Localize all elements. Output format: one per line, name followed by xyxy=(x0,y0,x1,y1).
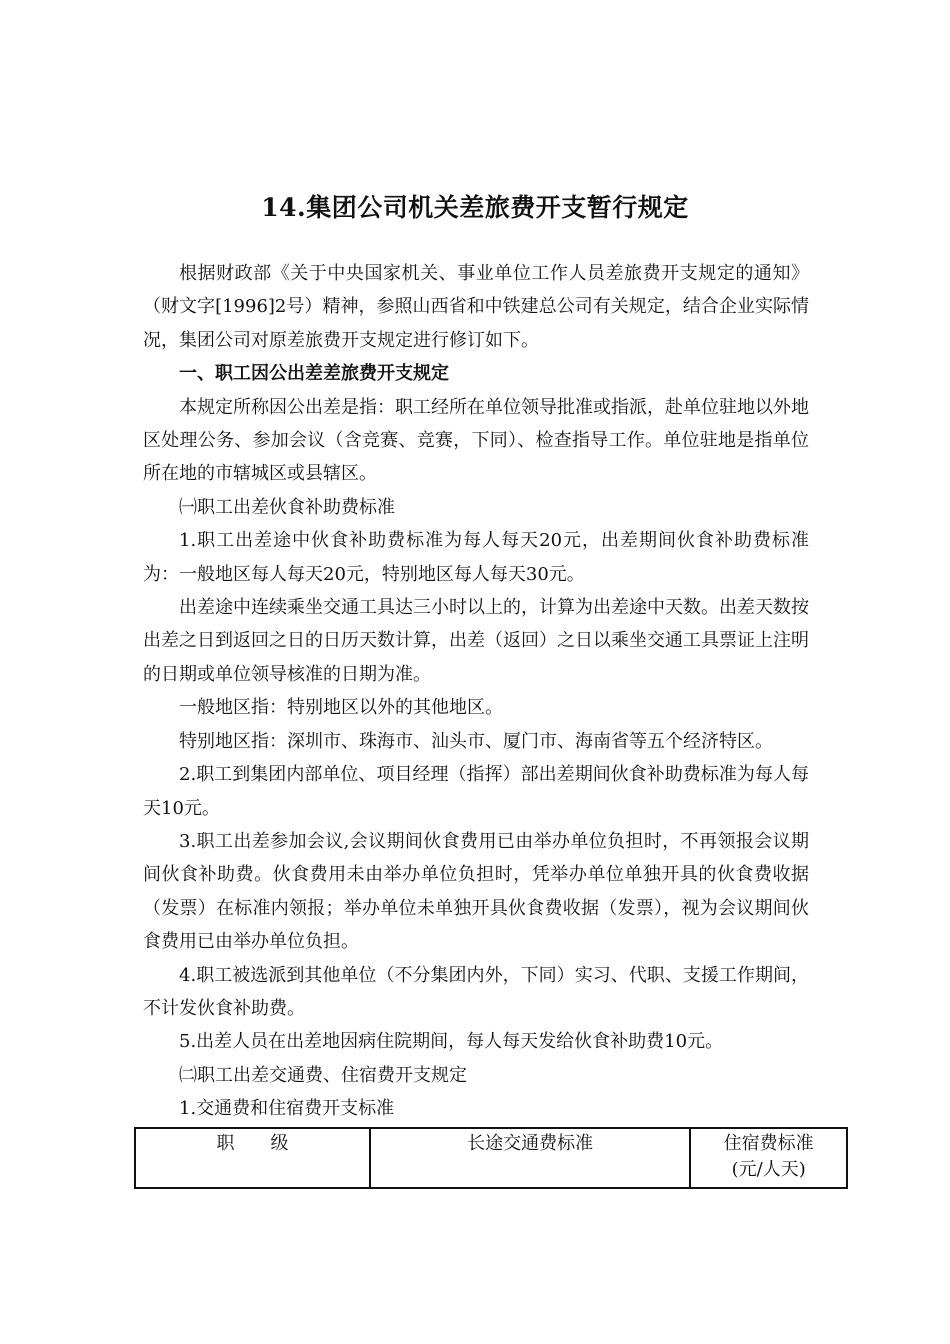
header-cell-transport: 长途交通费标准 xyxy=(370,1128,690,1188)
intro-paragraph: 根据财政部《关于中央国家机关、事业单位工作人员差旅费开支规定的通知》（财文字[1996]2号）精神，参照山西省和中铁建总公司有关规定，结合企业实际情况，集团公司对原差旅费开支规定进行修订如下。 xyxy=(143,263,809,351)
lodging-header-line2: (元/人天) xyxy=(731,1159,806,1180)
rule-paragraph: 5.出差人员在出差地因病住院期间，每人每天发给伙食补助费10元。 xyxy=(179,1031,724,1053)
rule-paragraph: 出差途中连续乘坐交通工具达三小时以上的，计算为出差途中天数。出差天数按出差之日到返回之日的日历天数计算，出差（返回）之日以乘坐交通工具票证上注明的日期或单位领导核准的日期为准。 xyxy=(143,597,809,685)
rule-paragraph: 4.职工被选派到其他单位（不分集团内外，下同）实习、代职、支援工作期间，不计发伙食补助费。 xyxy=(143,964,809,1019)
document-title: 14.集团公司机关差旅费开支暂行规定 xyxy=(261,193,689,222)
header-cell-rank: 职 级 xyxy=(135,1128,370,1188)
section-heading: 一、职工因公出差差旅费开支规定 xyxy=(179,363,449,385)
rule-paragraph: 2.职工到集团内部单位、项目经理（指挥）部出差期间伙食补助费标准为每人每天10元。 xyxy=(143,764,809,819)
rule-paragraph: 一般地区指：特别地区以外的其他地区。 xyxy=(179,697,503,719)
subsection-heading: ㈠职工出差伙食补助费标准 xyxy=(179,496,395,518)
header-cell-lodging xyxy=(690,1128,847,1188)
rule-paragraph: 1.职工出差途中伙食补助费标准为每人每天20元，出差期间伙食补助费标准为：一般地区每人每天20元，特别地区每人每天30元。 xyxy=(143,530,809,585)
definition-paragraph: 本规定所称因公出差是指：职工经所在单位领导批准或指派，赴单位驻地以外地区处理公务、参加会议（含竞赛、竞赛，下同）、检查指导工作。单位驻地是指单位所在地的市辖城区或县辖区。 xyxy=(143,396,809,485)
document-body xyxy=(143,257,809,1126)
table-header-row xyxy=(135,1128,847,1188)
rule-paragraph: 特别地区指：深圳市、珠海市、汕头市、厦门市、海南省等五个经济特区。 xyxy=(179,730,773,752)
lodging-header-line1: 住宿费标准 xyxy=(723,1133,814,1154)
rule-paragraph: 3.职工出差参加会议,会议期间伙食费用已由举办单位负担时，不再领报会议期间伙食补助费。伙食费用未由举办单位负担时，凭举办单位单独开具的伙食费收据（发票）在标准内领报；举办单位未单独开具伙食费收据（发票），视为会议期间伙食费用已由举办单位负担。 xyxy=(143,830,809,953)
standards-table xyxy=(134,1127,848,1189)
rule-paragraph: 1.交通费和住宿费开支标准 xyxy=(179,1098,395,1120)
subsection-heading: ㈡职工出差交通费、住宿费开支规定 xyxy=(179,1064,467,1086)
